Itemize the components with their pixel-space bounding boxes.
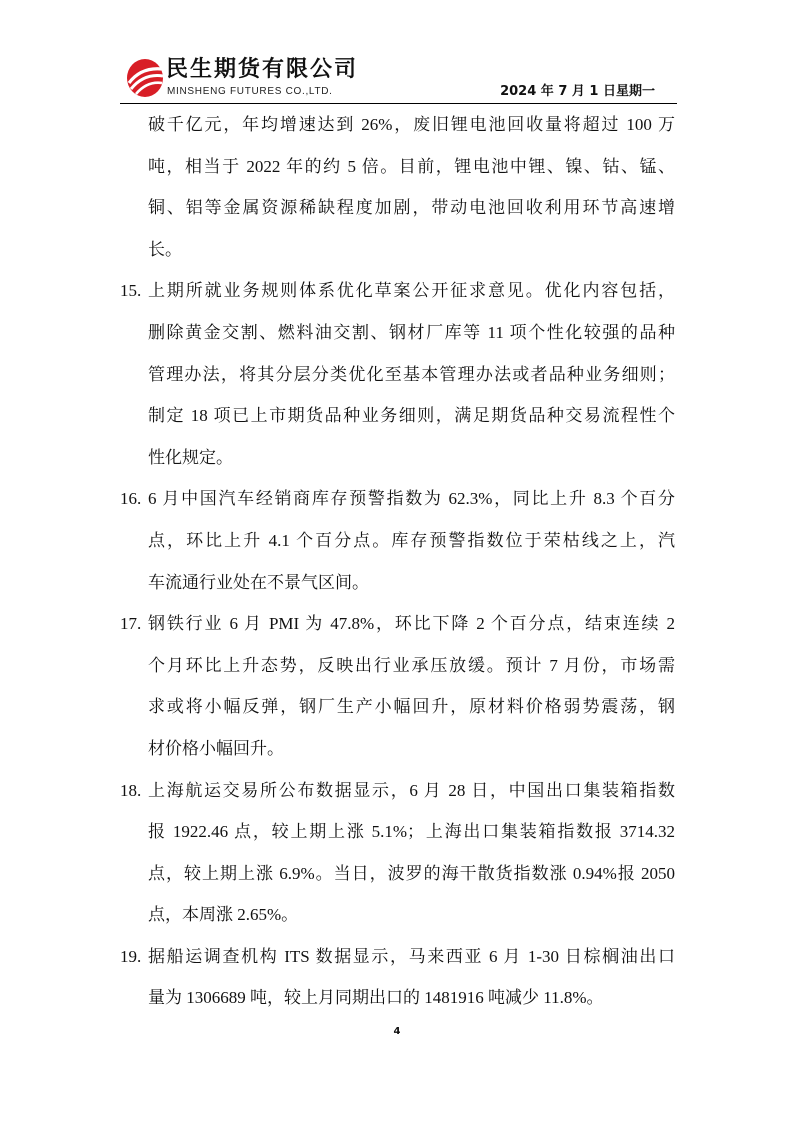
- news-item-15: [120, 270, 677, 478]
- news-item-17: [120, 603, 677, 769]
- item-number: 19.: [120, 946, 142, 966]
- text-line: 18. 上海航运交易所公布数据显示，6 月 28 日，中国出口集装箱指数: [120, 770, 677, 812]
- item-number: 15.: [120, 281, 142, 301]
- text-line: 点，环比上升 4.1 个百分点。库存预警指数位于荣枯线之上，汽: [148, 530, 675, 550]
- text-line: 报 1922.46 点，较上期上涨 5.1%；上海出口集装箱指数报 3714.32: [148, 822, 675, 842]
- minsheng-swoosh-logo-icon: [126, 58, 164, 98]
- text-line: 量为 1306689 吨，较上月同期出口的 1481916 吨减少 11.8%。: [148, 988, 604, 1008]
- news-item-19: [120, 936, 677, 1019]
- item-number: 18.: [120, 780, 142, 800]
- text-line: 点，较上期上涨 6.9%。当日，波罗的海干散货指数涨 0.94%报 2050: [148, 863, 675, 883]
- item-number: 17.: [120, 614, 142, 634]
- text-line: 性化规定。: [148, 447, 233, 467]
- text-line: 个月环比上升态势，反映出行业承压放缓。预计 7 月份，市场需: [148, 655, 675, 675]
- page-content: [120, 104, 677, 1019]
- report-date: 2024 年 7 月 1 日星期一: [500, 84, 655, 99]
- text-line: 车流通行业处在不景气区间。: [148, 572, 369, 592]
- text-line: 破千亿元，年均增速达到 26%，废旧锂电池回收量将超过 100 万: [148, 115, 675, 134]
- text-line: 材价格小幅回升。: [148, 738, 284, 758]
- text-line: 16. 6 月中国汽车经销商库存预警指数为 62.3%，同比上升 8.3 个百分: [120, 478, 677, 520]
- paragraph-continuation: [120, 104, 677, 270]
- text-line: 19. 据船运调查机构 ITS 数据显示，马来西亚 6 月 1-30 日棕榈油出口: [120, 936, 677, 978]
- company-name-cn: 民生期货有限公司: [166, 57, 359, 82]
- text-line: 15. 上期所就业务规则体系优化草案公开征求意见。优化内容包括，: [120, 270, 677, 312]
- text-line: 删除黄金交割、燃料油交割、钢材厂库等 11 项个性化较强的品种: [148, 322, 675, 342]
- text-line: 点，本周涨 2.65%。: [148, 905, 299, 925]
- company-name-en: MINSHENG FUTURES CO.,LTD.: [167, 86, 333, 97]
- text-line: 长。: [148, 239, 182, 259]
- news-item-18: [120, 770, 677, 936]
- text-line: 17. 钢铁行业 6 月 PMI 为 47.8%，环比下降 2 个百分点，结束连续 2: [120, 603, 677, 645]
- item-number: 16.: [120, 489, 142, 509]
- text-line: 管理办法，将其分层分类优化至基本管理办法或者品种业务细则；: [148, 364, 675, 384]
- text-line: 吨，相当于 2022 年的约 5 倍。目前，锂电池中锂、镍、钴、锰、: [148, 156, 675, 176]
- text-line: 制定 18 项已上市期货品种业务细则，满足期货品种交易流程性个: [148, 406, 675, 426]
- news-item-16: [120, 478, 677, 603]
- text-line: 求或将小幅反弹，钢厂生产小幅回升，原材料价格弱势震荡，钢: [148, 697, 675, 717]
- page-number: 4: [393, 1026, 401, 1037]
- text-line: 铜、铝等金属资源稀缺程度加剧，带动电池回收利用环节高速增: [148, 198, 675, 218]
